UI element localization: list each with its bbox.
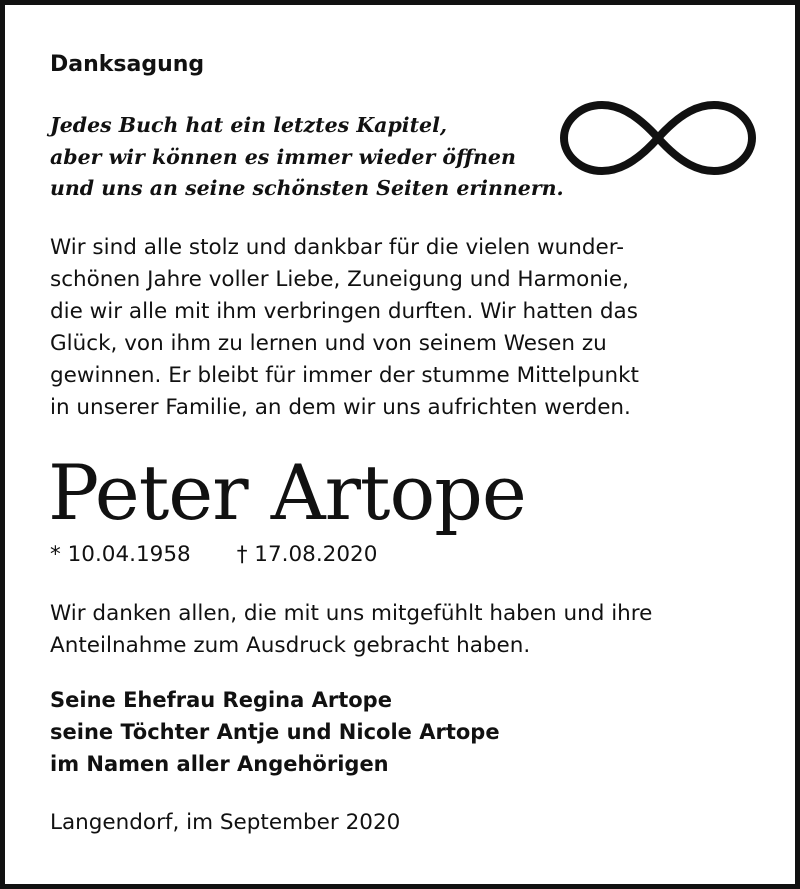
place-and-date: Langendorf, im September 2020 [50, 810, 401, 835]
signer-line: seine Töchter Antje und Nicole Artope [50, 720, 500, 744]
tribute-text [50, 232, 639, 424]
signer-line: im Namen aller Angehörigen [50, 752, 389, 776]
deceased-name: Peter Artope [48, 448, 526, 537]
tribute-line: Glück, von ihm zu lernen und von seinem Wesen zu [50, 331, 607, 356]
tribute-line: die wir alle mit ihm verbringen durften. Wir hatten das [50, 299, 638, 324]
quote-line: aber wir können es immer wieder öffnen [50, 144, 516, 169]
thanks-line: Anteilnahme zum Ausdruck gebracht haben. [50, 633, 531, 658]
thanks-text [50, 598, 652, 662]
life-dates [50, 539, 377, 571]
signers [50, 684, 500, 780]
signer-line: Seine Ehefrau Regina Artope [50, 688, 392, 712]
quote [50, 110, 564, 205]
tribute-line: Wir sind alle stolz und dankbar für die vielen wunder- [50, 235, 624, 260]
quote-line: Jedes Buch hat ein letztes Kapitel, [50, 113, 448, 137]
death-date: † 17.08.2020 [236, 542, 378, 567]
tribute-line: in unserer Familie, an dem wir uns aufrichten werden. [50, 395, 631, 420]
heading: Danksagung [50, 52, 205, 77]
quote-line: und uns an seine schönsten Seiten erinnern. [50, 176, 564, 200]
tribute-line: gewinnen. Er bleibt für immer der stumme Mittelpunkt [50, 363, 639, 388]
infinity-icon [558, 99, 758, 177]
tribute-line: schönen Jahre voller Liebe, Zuneigung und Harmonie, [50, 267, 629, 292]
thanks-line: Wir danken allen, die mit uns mitgefühlt haben und ihre [50, 601, 653, 626]
birth-date: * 10.04.1958 [50, 542, 191, 567]
